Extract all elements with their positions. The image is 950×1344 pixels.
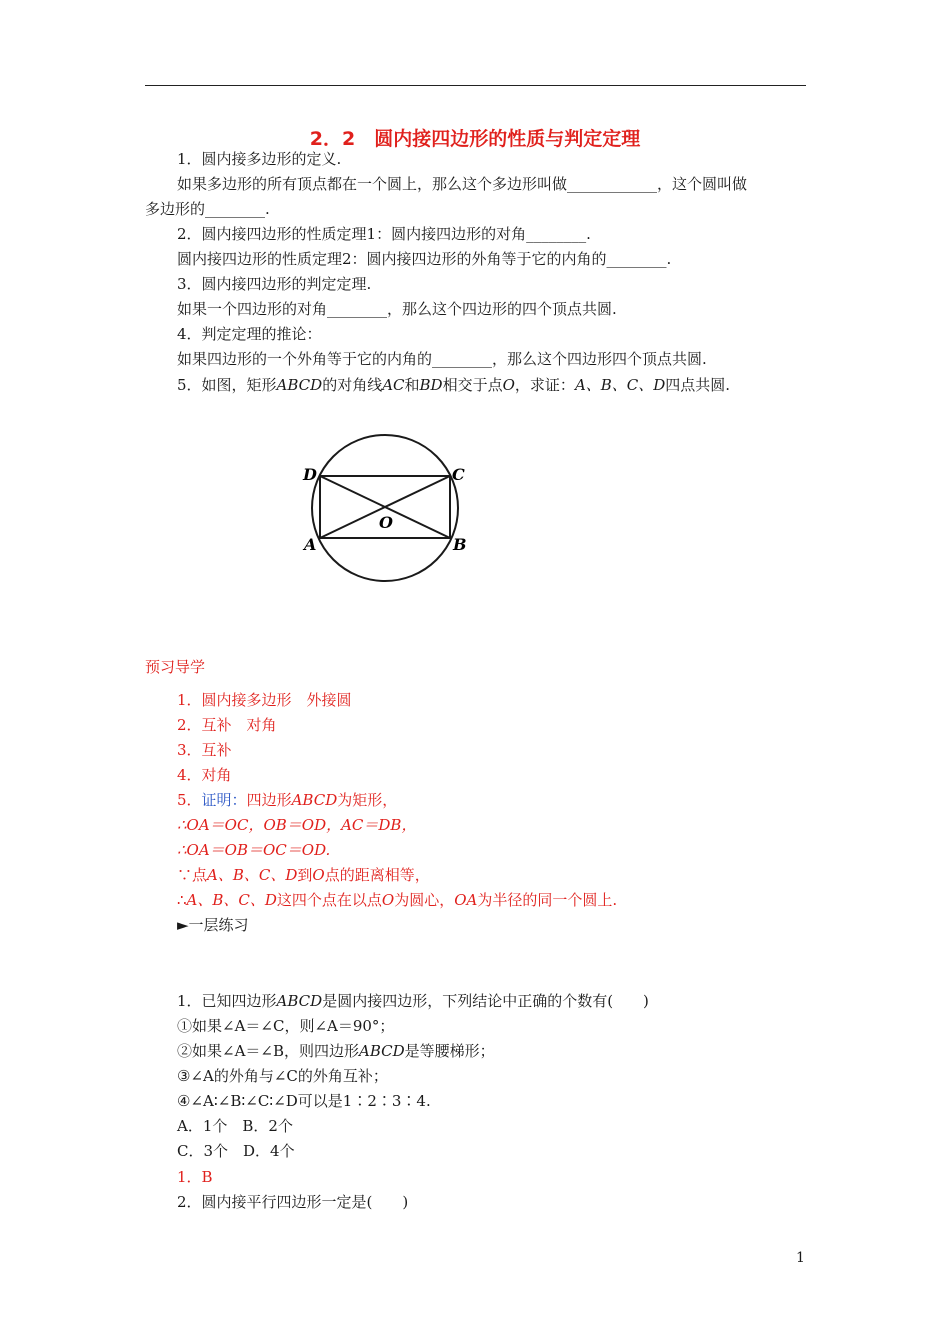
practice-choices-cd: C．3个 D．4个 bbox=[177, 1142, 295, 1160]
answer-9: ∴A、B、C、D这四个点在以点O为圆心，OA为半径的同一个圆上. bbox=[177, 891, 618, 909]
answer-7: ∴OA＝OB＝OC＝OD. bbox=[177, 841, 331, 859]
practice-choices-ab: A．1个 B．2个 bbox=[177, 1117, 293, 1135]
practice-option-1: ①如果∠A＝∠C，则∠A＝90°； bbox=[177, 1017, 395, 1035]
label-b: B bbox=[453, 535, 467, 554]
practice-answer-1: 1．B bbox=[177, 1168, 213, 1186]
practice-q1: 1．已知四边形ABCD是圆内接四边形，下列结论中正确的个数有( ) bbox=[177, 992, 649, 1010]
answer-3: 3．互补 bbox=[177, 741, 232, 759]
practice-q2: 2．圆内接平行四边形一定是( ) bbox=[177, 1193, 409, 1211]
answer-2: 2．互补 对角 bbox=[177, 716, 277, 734]
q-line-2a: 如果多边形的所有顶点都在一个圆上，那么这个多边形叫做____________，这个圆叫做 bbox=[177, 175, 748, 193]
answer-1: 1．圆内接多边形 外接圆 bbox=[177, 691, 352, 709]
label-d: D bbox=[303, 465, 317, 484]
practice-option-2: ②如果∠A＝∠B，则四边形ABCD是等腰梯形； bbox=[177, 1042, 495, 1060]
practice-option-4: ④∠A∶∠B∶∠C∶∠D可以是1∶2∶3∶4. bbox=[177, 1092, 431, 1110]
q-line-5: 3．圆内接四边形的判定定理. bbox=[177, 275, 372, 293]
label-a: A bbox=[304, 535, 317, 554]
practice-heading: ►一层练习 bbox=[177, 916, 249, 934]
q-line-7: 4．判定定理的推论： bbox=[177, 325, 322, 343]
header-rule bbox=[145, 85, 806, 86]
q-line-1: 1．圆内接多边形的定义. bbox=[177, 150, 342, 168]
page-title: 2．2 圆内接四边形的性质与判定定理 bbox=[309, 128, 641, 150]
answer-6: ∴OA＝OC，OB＝OD，AC＝DB， bbox=[177, 816, 417, 834]
answer-4: 4．对角 bbox=[177, 766, 232, 784]
answers-heading: 预习导学 bbox=[145, 658, 206, 676]
q-line-2b: 多边形的________. bbox=[145, 200, 270, 218]
q-line-9: 5．如图，矩形ABCD的对角线AC和BD相交于点O，求证：A、B、C、D四点共圆. bbox=[177, 376, 731, 394]
label-c: C bbox=[452, 465, 465, 484]
practice-option-3: ③∠A的外角与∠C的外角互补； bbox=[177, 1067, 388, 1085]
page-number: 1 bbox=[796, 1250, 805, 1266]
q-line-4: 圆内接四边形的性质定理2：圆内接四边形的外角等于它的内角的________. bbox=[177, 250, 672, 268]
answer-5: 5．证明：四边形ABCD为矩形， bbox=[177, 791, 398, 809]
label-o: O bbox=[379, 513, 393, 532]
answer-8: ∵点A、B、C、D到O点的距离相等， bbox=[177, 866, 430, 884]
circle-rectangle-figure bbox=[295, 432, 475, 584]
q-line-6: 如果一个四边形的对角________，那么这个四边形的四个顶点共圆. bbox=[177, 300, 617, 318]
q-line-3: 2．圆内接四边形的性质定理1：圆内接四边形的对角________. bbox=[177, 225, 591, 243]
q-line-8: 如果四边形的一个外角等于它的内角的________，那么这个四边形四个顶点共圆. bbox=[177, 350, 707, 368]
